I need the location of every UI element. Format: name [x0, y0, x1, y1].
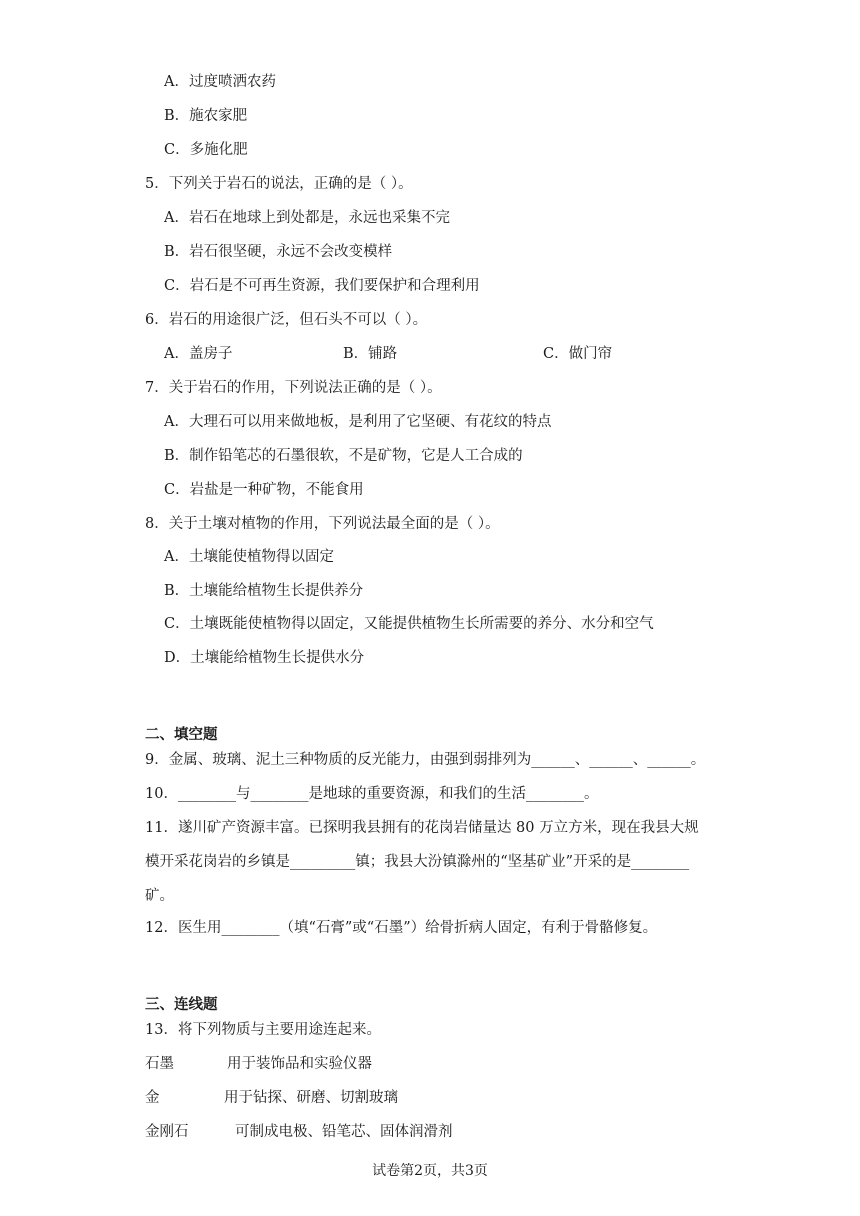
q8-option-a: A．土壤能使植物得以固定	[164, 549, 334, 565]
match-use-1: 用于装饰品和实验仪器	[227, 1056, 372, 1072]
match-use-3: 可制成电极、铅笔芯、固体润滑剂	[235, 1124, 453, 1140]
q8-option-c: C．土壤既能使植物得以固定，又能提供植物生长所需要的养分、水分和空气	[164, 616, 654, 632]
section-heading-fill-blanks: 二、填空题	[145, 727, 218, 743]
q4-option-c: C．多施化肥	[164, 142, 248, 158]
section-heading-matching: 三、连线题	[145, 997, 218, 1013]
match-material-gold: 金	[145, 1090, 160, 1106]
q6-option-b: B．铺路	[343, 346, 398, 362]
q5-option-a: A．岩石在地球上到处都是，永远也采集不完	[164, 210, 450, 226]
q11-line-1: 11．遂川矿产资源丰富。已探明我县拥有的花岗岩储量达 80 万立方米，现在我县大规	[145, 820, 699, 836]
match-material-diamond: 金刚石	[145, 1124, 189, 1140]
q8-option-b: B．土壤能给植物生长提供养分	[164, 583, 364, 599]
q11-line-2: 模开采花岗岩的乡镇是_________镇；我县大汾镇滁州的“坚基矿业”开采的是________	[145, 854, 690, 870]
match-use-2: 用于钻探、研磨、切割玻璃	[224, 1090, 398, 1106]
match-material-graphite: 石墨	[145, 1056, 174, 1072]
q7-option-b: B．制作铅笔芯的石墨很软，不是矿物，它是人工合成的	[164, 448, 523, 464]
q6-stem: 6．岩石的用途很广泛，但石头不可以（ ）。	[145, 312, 428, 328]
q10-text: 10．________与________是地球的重要资源，和我们的生活________。	[145, 786, 599, 802]
q8-option-d: D．土壤能给植物生长提供水分	[164, 650, 365, 666]
page-footer: 试卷第2页，共3页	[372, 1163, 488, 1179]
q11-line-3: 矿。	[145, 888, 174, 904]
q5-option-b: B．岩石很坚硬，永远不会改变模样	[164, 244, 393, 260]
q7-stem: 7．关于岩石的作用，下列说法正确的是（ ）。	[145, 380, 442, 396]
q4-option-b: B．施农家肥	[164, 108, 248, 124]
q8-stem: 8．关于土壤对植物的作用，下列说法最全面的是（ ）。	[145, 516, 500, 532]
q9-text: 9．金属、玻璃、泥土三种物质的反光能力，由强到弱排列为______、______、______。	[145, 752, 706, 768]
q6-option-a: A．盖房子	[164, 346, 233, 362]
q6-option-c: C．做门帘	[543, 346, 613, 362]
q5-option-c: C．岩石是不可再生资源，我们要保护和合理利用	[164, 278, 480, 294]
q7-option-c: C．岩盐是一种矿物，不能食用	[164, 482, 364, 498]
q7-option-a: A．大理石可以用来做地板，是利用了它坚硬、有花纹的特点	[164, 414, 552, 430]
q5-stem: 5．下列关于岩石的说法，正确的是（ ）。	[145, 176, 413, 192]
q12-text: 12．医生用________（填“石膏”或“石墨”）给骨折病人固定，有利于骨骼修复。	[145, 920, 658, 936]
q13-text: 13．将下列物质与主要用途连起来。	[145, 1022, 381, 1038]
q4-option-a: A．过度喷洒农药	[164, 74, 276, 90]
